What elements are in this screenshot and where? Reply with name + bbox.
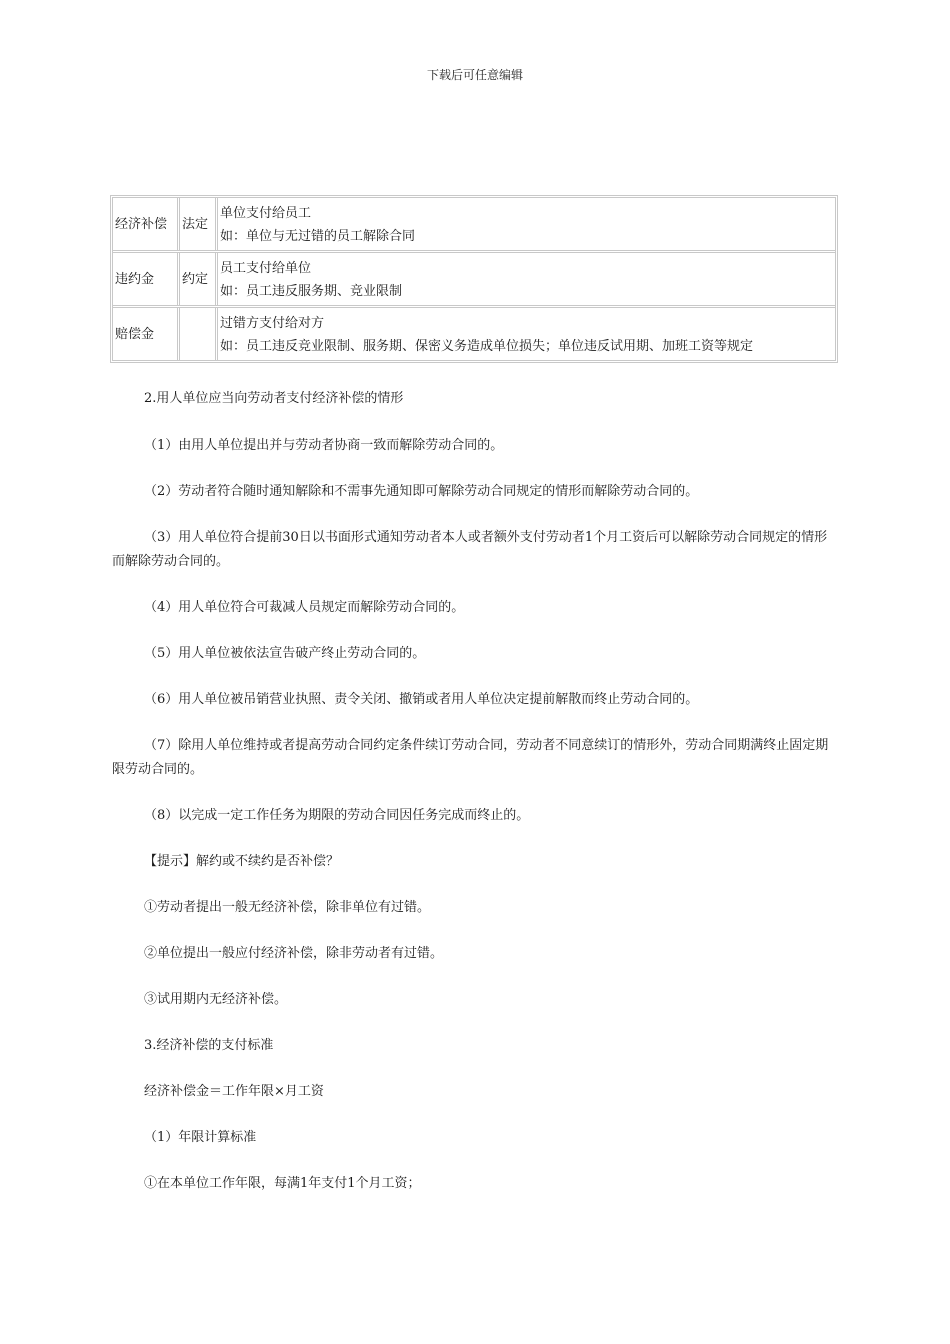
cell-type: 违约金 — [115, 271, 155, 287]
cell-basis: 约定 — [177, 253, 215, 305]
cell-payer: 过错方支付给对方 — [220, 315, 325, 331]
paragraph: （7）除用人单位维持或者提高劳动合同约定条件续订劳动合同，劳动者不同意续订的情形外，劳动合同期满终止固定期限劳动合同的。 — [112, 738, 829, 777]
table-row — [113, 198, 835, 250]
cell-basis: 法定 — [177, 198, 215, 250]
paragraph: ③试用期内无经济补偿。 — [144, 992, 288, 1007]
cell-type: 赔偿金 — [115, 326, 155, 342]
cell-payer: 员工支付给单位 — [220, 260, 312, 276]
paragraph: ②单位提出一般应付经济补偿，除非劳动者有过错。 — [144, 946, 444, 961]
cell-description — [215, 308, 835, 360]
document-body — [112, 390, 832, 1196]
table-row — [113, 250, 835, 305]
section-heading: 3.经济补偿的支付标准 — [144, 1038, 274, 1053]
cell-description — [215, 253, 835, 305]
comparison-table — [110, 195, 838, 363]
paragraph: ①在本单位工作年限，每满1年支付1个月工资； — [144, 1176, 421, 1191]
cell-basis — [177, 308, 215, 360]
table-row — [113, 305, 835, 360]
cell-example: 如：员工违反服务期、竞业限制 — [220, 283, 403, 299]
paragraph: ①劳动者提出一般无经济补偿，除非单位有过错。 — [144, 900, 431, 915]
cell-example: 如：单位与无过错的员工解除合同 — [220, 228, 416, 244]
section-heading: 2.用人单位应当向劳动者支付经济补偿的情形 — [144, 391, 404, 406]
paragraph: （4）用人单位符合可裁减人员规定而解除劳动合同的。 — [144, 600, 465, 615]
paragraph: （8）以完成一定工作任务为期限的劳动合同因任务完成而终止的。 — [144, 808, 530, 823]
paragraph: （1）年限计算标准 — [144, 1130, 257, 1145]
paragraph: （1）由用人单位提出并与劳动者协商一致而解除劳动合同的。 — [144, 438, 504, 453]
page-header: 下载后可任意编辑 — [426, 68, 523, 82]
formula: 经济补偿金＝工作年限×月工资 — [144, 1084, 324, 1099]
cell-type: 经济补偿 — [115, 216, 168, 232]
cell-description — [215, 198, 835, 250]
cell-example: 如：员工违反竞业限制、服务期、保密义务造成单位损失；单位违反试用期、加班工资等规定 — [220, 338, 754, 354]
paragraph: （3）用人单位符合提前30日以书面形式通知劳动者本人或者额外支付劳动者1个月工资后可以解除劳动合同规定的情形而解除劳动合同的。 — [112, 530, 828, 569]
cell-payer: 单位支付给员工 — [220, 205, 312, 221]
paragraph: （6）用人单位被吊销营业执照、责令关闭、撤销或者用人单位决定提前解散而终止劳动合同的。 — [144, 692, 699, 707]
tip-heading: 【提示】解约或不续约是否补偿？ — [144, 854, 340, 869]
paragraph: （2）劳动者符合随时通知解除和不需事先通知即可解除劳动合同规定的情形而解除劳动合同的。 — [144, 484, 699, 499]
paragraph: （5）用人单位被依法宣告破产终止劳动合同的。 — [144, 646, 426, 661]
